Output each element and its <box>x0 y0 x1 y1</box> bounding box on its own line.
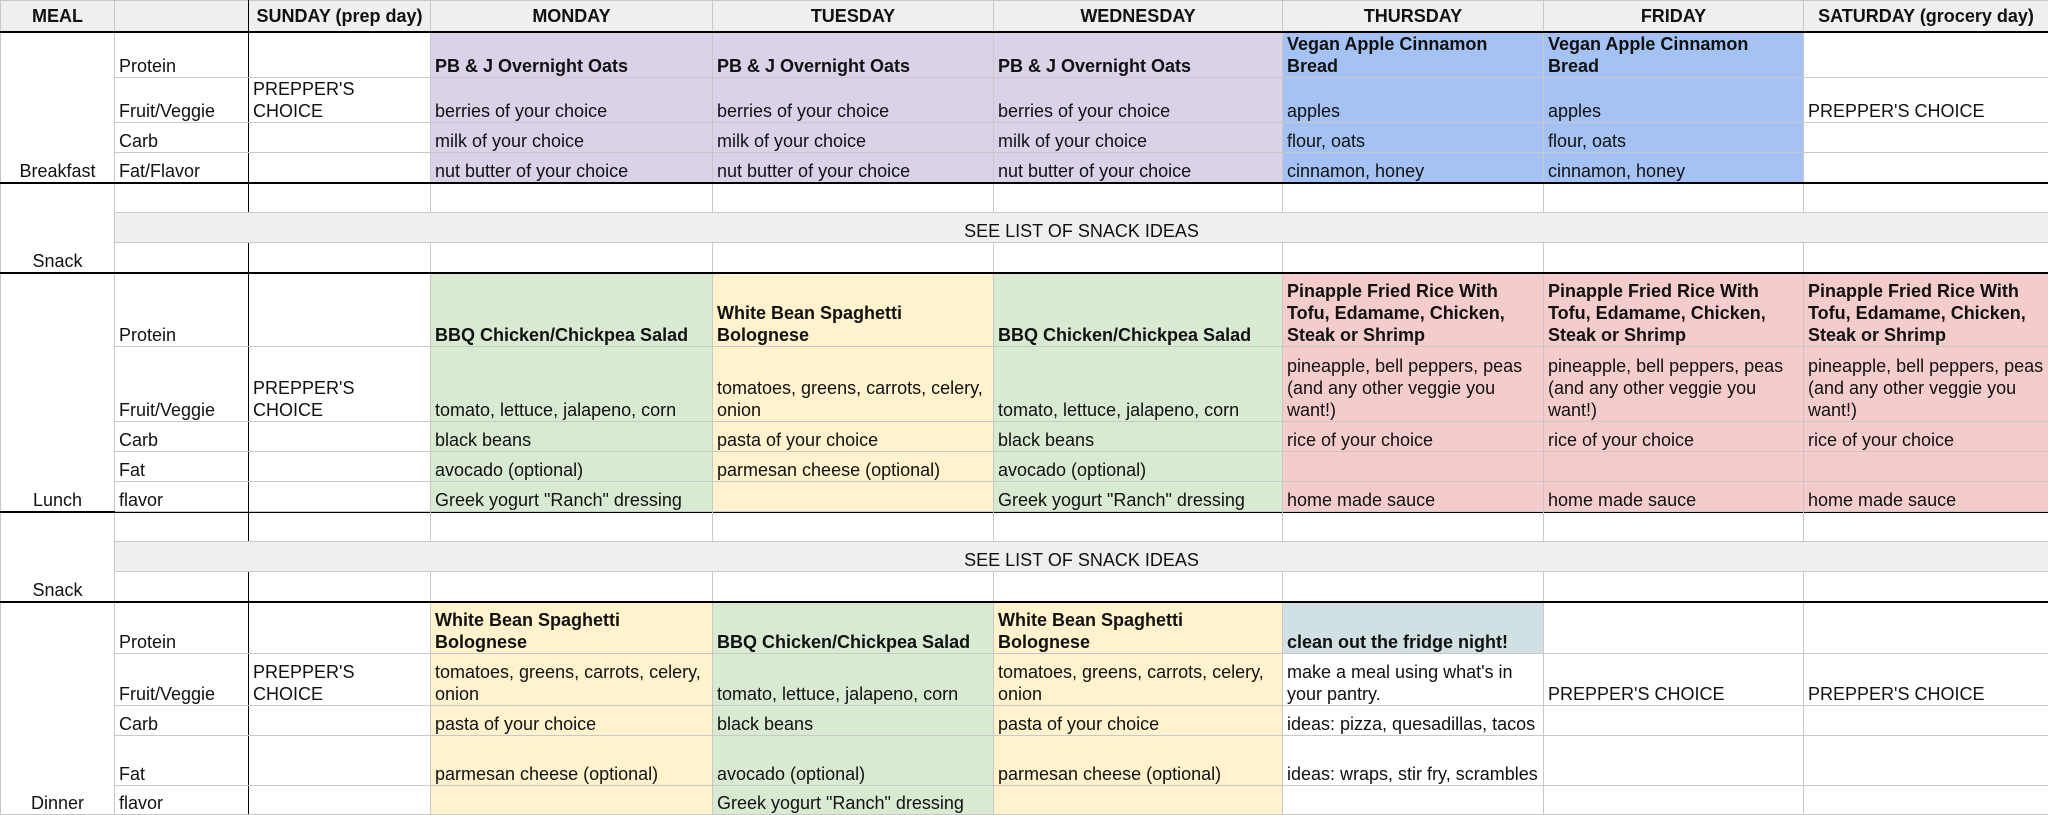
cell[interactable] <box>249 786 431 815</box>
cell[interactable]: tomato, lettuce, jalapeno, corn <box>713 654 994 706</box>
header-tuesday[interactable]: TUESDAY <box>713 1 994 33</box>
cell[interactable]: black beans <box>994 422 1283 452</box>
cell-wednesday-lunch-protein[interactable]: BBQ Chicken/Chickpea Salad <box>994 273 1283 347</box>
cell[interactable] <box>994 243 1283 273</box>
cell-saturday-breakfast-choice[interactable]: PREPPER'S CHOICE <box>1804 78 2048 123</box>
row-label-carb[interactable]: Carb <box>115 706 249 736</box>
cell[interactable]: milk of your choice <box>713 123 994 153</box>
cell-tuesday-lunch-protein[interactable]: White Bean Spaghetti Bolognese <box>713 273 994 347</box>
cell[interactable]: pineapple, bell peppers, peas (and any other veggie you want!) <box>1544 347 1804 422</box>
header-monday[interactable]: MONDAY <box>431 1 713 33</box>
cell[interactable] <box>994 786 1283 815</box>
cell[interactable]: berries of your choice <box>994 78 1283 123</box>
cell[interactable]: tomato, lettuce, jalapeno, corn <box>431 347 713 422</box>
cell[interactable] <box>249 572 431 602</box>
table-row <box>1 32 2048 78</box>
row-label-fruit-veggie[interactable]: Fruit/Veggie <box>115 347 249 422</box>
cell[interactable] <box>1544 786 1804 815</box>
cell[interactable]: nut butter of your choice <box>994 153 1283 183</box>
cell-friday-breakfast-protein[interactable]: Vegan Apple Cinnamon Bread <box>1544 32 1804 78</box>
header-blank[interactable] <box>115 1 249 33</box>
table-row <box>1 736 2048 786</box>
cell[interactable]: nut butter of your choice <box>713 153 994 183</box>
cell[interactable] <box>1804 736 2048 786</box>
row-label-fat-flavor[interactable]: Fat/Flavor <box>115 153 249 183</box>
cell-monday-lunch-protein[interactable]: BBQ Chicken/Chickpea Salad <box>431 273 713 347</box>
row-label-protein[interactable]: Protein <box>115 273 249 347</box>
cell[interactable] <box>431 572 713 602</box>
table-row <box>1 78 2048 123</box>
cell[interactable]: apples <box>1544 78 1804 123</box>
cell-friday-dinner-choice[interactable]: PREPPER'S CHOICE <box>1544 654 1804 706</box>
cell[interactable] <box>249 183 431 213</box>
cell[interactable] <box>994 572 1283 602</box>
row-label-fruit-veggie[interactable]: Fruit/Veggie <box>115 78 249 123</box>
table-row <box>1 273 2048 347</box>
cell[interactable]: rice of your choice <box>1283 422 1544 452</box>
cell[interactable]: berries of your choice <box>713 78 994 123</box>
cell[interactable]: milk of your choice <box>994 123 1283 153</box>
cell[interactable]: parmesan cheese (optional) <box>994 736 1283 786</box>
cell[interactable] <box>1544 452 1804 482</box>
row-label-fruit-veggie[interactable]: Fruit/Veggie <box>115 654 249 706</box>
cell[interactable] <box>1544 183 1804 213</box>
cell[interactable]: pineapple, bell peppers, peas (and any other veggie you want!) <box>1804 347 2048 422</box>
header-thursday[interactable]: THURSDAY <box>1283 1 1544 33</box>
cell[interactable] <box>1804 123 2048 153</box>
table-row <box>1 654 2048 706</box>
cell-friday-lunch-protein[interactable]: Pinapple Fried Rice With Tofu, Edamame, Chicken, Steak or Shrimp <box>1544 273 1804 347</box>
cell[interactable]: parmesan cheese (optional) <box>713 452 994 482</box>
header-row <box>1 1 2048 33</box>
cell-saturday-dinner-choice[interactable]: PREPPER'S CHOICE <box>1804 654 2048 706</box>
cell[interactable] <box>431 183 713 213</box>
cell[interactable] <box>1544 512 1804 542</box>
cell[interactable] <box>249 602 431 654</box>
row-label-flavor[interactable]: flavor <box>115 786 249 815</box>
cell[interactable] <box>115 243 249 273</box>
cell-monday-dinner-protein[interactable]: White Bean Spaghetti Bolognese <box>431 602 713 654</box>
cell[interactable] <box>115 183 249 213</box>
cell[interactable] <box>1804 786 2048 815</box>
cell[interactable] <box>1544 572 1804 602</box>
table-row <box>1 572 2048 602</box>
cell[interactable]: flour, oats <box>1283 123 1544 153</box>
cell[interactable]: milk of your choice <box>431 123 713 153</box>
cell[interactable]: parmesan cheese (optional) <box>431 736 713 786</box>
cell[interactable] <box>1283 243 1544 273</box>
header-meal[interactable]: MEAL <box>1 1 115 33</box>
cell[interactable] <box>1804 243 2048 273</box>
cell[interactable] <box>1544 243 1804 273</box>
cell[interactable] <box>1804 452 2048 482</box>
meal-dinner[interactable]: Dinner <box>1 602 115 815</box>
cell[interactable] <box>249 273 431 347</box>
header-saturday[interactable]: SATURDAY (grocery day) <box>1804 1 2048 33</box>
row-label-carb[interactable]: Carb <box>115 123 249 153</box>
cell[interactable] <box>1804 153 2048 183</box>
meal-snack-2[interactable]: Snack <box>1 512 115 602</box>
cell[interactable] <box>994 512 1283 542</box>
header-sunday[interactable]: SUNDAY (prep day) <box>249 1 431 33</box>
row-label-fat[interactable]: Fat <box>115 736 249 786</box>
cell[interactable]: home made sauce <box>1544 482 1804 512</box>
cell[interactable] <box>1544 736 1804 786</box>
cell[interactable] <box>1804 183 2048 213</box>
table-row <box>1 512 2048 542</box>
table-row <box>1 123 2048 153</box>
cell[interactable]: black beans <box>431 422 713 452</box>
cell[interactable]: rice of your choice <box>1804 422 2048 452</box>
cell[interactable]: avocado (optional) <box>713 736 994 786</box>
cell[interactable] <box>115 512 249 542</box>
cell-monday-breakfast-protein[interactable]: PB & J Overnight Oats <box>431 32 713 78</box>
cell[interactable] <box>249 32 431 78</box>
table-row <box>1 347 2048 422</box>
cell[interactable]: Greek yogurt "Ranch" dressing <box>994 482 1283 512</box>
cell[interactable] <box>1283 452 1544 482</box>
cell[interactable] <box>1804 706 2048 736</box>
cell[interactable]: home made sauce <box>1283 482 1544 512</box>
row-label-flavor[interactable]: flavor <box>115 482 249 512</box>
table-row <box>1 153 2048 183</box>
table-row <box>1 183 2048 213</box>
cell[interactable] <box>249 422 431 452</box>
cell[interactable] <box>115 572 249 602</box>
table-row <box>1 213 2048 243</box>
cell[interactable] <box>713 512 994 542</box>
cell[interactable] <box>249 452 431 482</box>
snack-ideas-banner-2[interactable]: SEE LIST OF SNACK IDEAS <box>115 542 2048 572</box>
cell[interactable] <box>249 153 431 183</box>
cell-sunday-dinner-choice[interactable]: PREPPER'S CHOICE <box>249 654 431 706</box>
row-label-protein[interactable]: Protein <box>115 602 249 654</box>
cell[interactable]: pasta of your choice <box>713 422 994 452</box>
cell-sunday-breakfast-choice[interactable]: PREPPER'S CHOICE <box>249 78 431 123</box>
table-row <box>1 706 2048 736</box>
cell[interactable] <box>713 183 994 213</box>
cell[interactable]: cinnamon, honey <box>1544 153 1804 183</box>
cell[interactable] <box>1283 183 1544 213</box>
cell-thursday-dinner-protein[interactable]: clean out the fridge night! <box>1283 602 1544 654</box>
table-row <box>1 786 2048 815</box>
row-label-carb[interactable]: Carb <box>115 422 249 452</box>
cell[interactable] <box>1804 32 2048 78</box>
cell[interactable]: home made sauce <box>1804 482 2048 512</box>
cell[interactable]: ideas: wraps, stir fry, scrambles <box>1283 736 1544 786</box>
cell[interactable]: pineapple, bell peppers, peas (and any other veggie you want!) <box>1283 347 1544 422</box>
cell[interactable] <box>249 706 431 736</box>
table-row <box>1 452 2048 482</box>
cell[interactable]: make a meal using what's in your pantry. <box>1283 654 1544 706</box>
cell-sunday-lunch-choice[interactable]: PREPPER'S CHOICE <box>249 347 431 422</box>
cell[interactable]: Greek yogurt "Ranch" dressing <box>713 786 994 815</box>
cell[interactable] <box>713 572 994 602</box>
cell-saturday-lunch-protein[interactable]: Pinapple Fried Rice With Tofu, Edamame, Chicken, Steak or Shrimp <box>1804 273 2048 347</box>
cell-thursday-breakfast-protein[interactable]: Vegan Apple Cinnamon Bread <box>1283 32 1544 78</box>
snack-ideas-banner-1[interactable]: SEE LIST OF SNACK IDEAS <box>115 213 2048 243</box>
cell[interactable] <box>249 243 431 273</box>
cell[interactable]: apples <box>1283 78 1544 123</box>
cell[interactable] <box>1544 706 1804 736</box>
cell[interactable] <box>431 786 713 815</box>
cell[interactable]: avocado (optional) <box>431 452 713 482</box>
cell-wednesday-breakfast-protein[interactable]: PB & J Overnight Oats <box>994 32 1283 78</box>
cell[interactable]: cinnamon, honey <box>1283 153 1544 183</box>
meal-breakfast[interactable]: Breakfast <box>1 32 115 183</box>
cell[interactable]: tomatoes, greens, carrots, celery, onion <box>431 654 713 706</box>
cell[interactable] <box>1804 512 2048 542</box>
cell[interactable]: berries of your choice <box>431 78 713 123</box>
cell[interactable] <box>249 512 431 542</box>
cell[interactable] <box>249 482 431 512</box>
cell[interactable]: pasta of your choice <box>431 706 713 736</box>
cell[interactable] <box>1283 786 1544 815</box>
cell[interactable]: Greek yogurt "Ranch" dressing <box>431 482 713 512</box>
cell[interactable] <box>1804 572 2048 602</box>
cell[interactable] <box>713 482 994 512</box>
cell[interactable]: tomatoes, greens, carrots, celery, onion <box>994 654 1283 706</box>
cell[interactable] <box>431 243 713 273</box>
cell[interactable]: pasta of your choice <box>994 706 1283 736</box>
cell[interactable] <box>994 183 1283 213</box>
cell[interactable] <box>1544 602 1804 654</box>
cell[interactable]: flour, oats <box>1544 123 1804 153</box>
cell[interactable]: tomato, lettuce, jalapeno, corn <box>994 347 1283 422</box>
header-wednesday[interactable]: WEDNESDAY <box>994 1 1283 33</box>
cell[interactable]: ideas: pizza, quesadillas, tacos <box>1283 706 1544 736</box>
cell[interactable] <box>713 243 994 273</box>
meal-snack-1[interactable]: Snack <box>1 183 115 273</box>
cell[interactable] <box>1804 602 2048 654</box>
cell[interactable] <box>249 736 431 786</box>
row-label-fat[interactable]: Fat <box>115 452 249 482</box>
table-row <box>1 422 2048 452</box>
cell-wednesday-dinner-protein[interactable]: White Bean Spaghetti Bolognese <box>994 602 1283 654</box>
table-row <box>1 482 2048 512</box>
cell[interactable]: avocado (optional) <box>994 452 1283 482</box>
cell-tuesday-breakfast-protein[interactable]: PB & J Overnight Oats <box>713 32 994 78</box>
table-row <box>1 602 2048 654</box>
cell[interactable]: tomatoes, greens, carrots, celery, onion <box>713 347 994 422</box>
cell[interactable] <box>249 123 431 153</box>
table-row <box>1 542 2048 572</box>
row-label-protein[interactable]: Protein <box>115 32 249 78</box>
cell[interactable]: rice of your choice <box>1544 422 1804 452</box>
cell[interactable]: nut butter of your choice <box>431 153 713 183</box>
cell[interactable]: black beans <box>713 706 994 736</box>
header-friday[interactable]: FRIDAY <box>1544 1 1804 33</box>
cell[interactable] <box>1283 512 1544 542</box>
cell-tuesday-dinner-protein[interactable]: BBQ Chicken/Chickpea Salad <box>713 602 994 654</box>
table-row <box>1 243 2048 273</box>
cell-thursday-lunch-protein[interactable]: Pinapple Fried Rice With Tofu, Edamame, Chicken, Steak or Shrimp <box>1283 273 1544 347</box>
meal-lunch[interactable]: Lunch <box>1 273 115 512</box>
cell[interactable] <box>431 512 713 542</box>
cell[interactable] <box>1283 572 1544 602</box>
